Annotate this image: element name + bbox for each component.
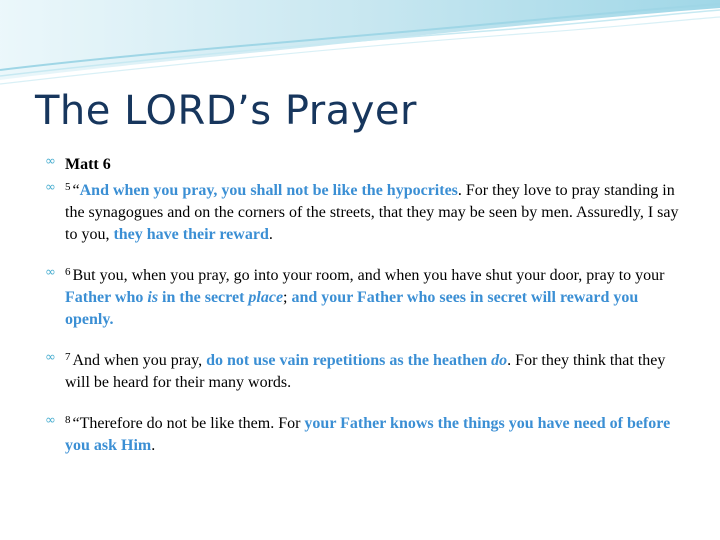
verse-number: 8 (65, 414, 71, 426)
wavy-bullet-icon: ∞ (45, 350, 56, 365)
decorative-wave-header (0, 0, 720, 90)
verse-number: 7 (65, 351, 71, 363)
bullet-verse-6: ∞ $^6$ But you, when you pray, go into your room, and when you have shut your door, pray to your Father who is in the secret place; and your Father who sees in secret will reward you openly. (45, 265, 665, 328)
slide-title: The LORD’s Prayer (35, 88, 417, 134)
verse-number: 5 (65, 181, 71, 193)
bullet-text: Matt 6 (65, 156, 111, 173)
bullet-verse-5: ∞ $^5$ “And when you pray, you shall not be like the hypocrites. For they love to pray standing in the synagogues and on the corners of the streets, that they may be seen by men. Assuredly, I say to you, they have their reward. (45, 180, 679, 243)
slide-body (45, 154, 685, 457)
wavy-bullet-icon: ∞ (45, 180, 56, 195)
wavy-bullet-icon: ∞ (45, 265, 56, 280)
bullet-verse-7: ∞ $^7$ And when you pray, do not use vain repetitions as the heathen do. For they think that they will be heard for their many words. (45, 350, 666, 391)
bullet-reference (45, 154, 685, 176)
verse-number: 6 (65, 266, 71, 278)
wavy-bullet-icon: ∞ (45, 413, 56, 428)
wavy-bullet-icon: ∞ (45, 154, 56, 169)
bullet-verse-8: ∞ $^8$ “Therefore do not be like them. For your Father knows the things you have need of before you ask Him. (45, 413, 671, 454)
